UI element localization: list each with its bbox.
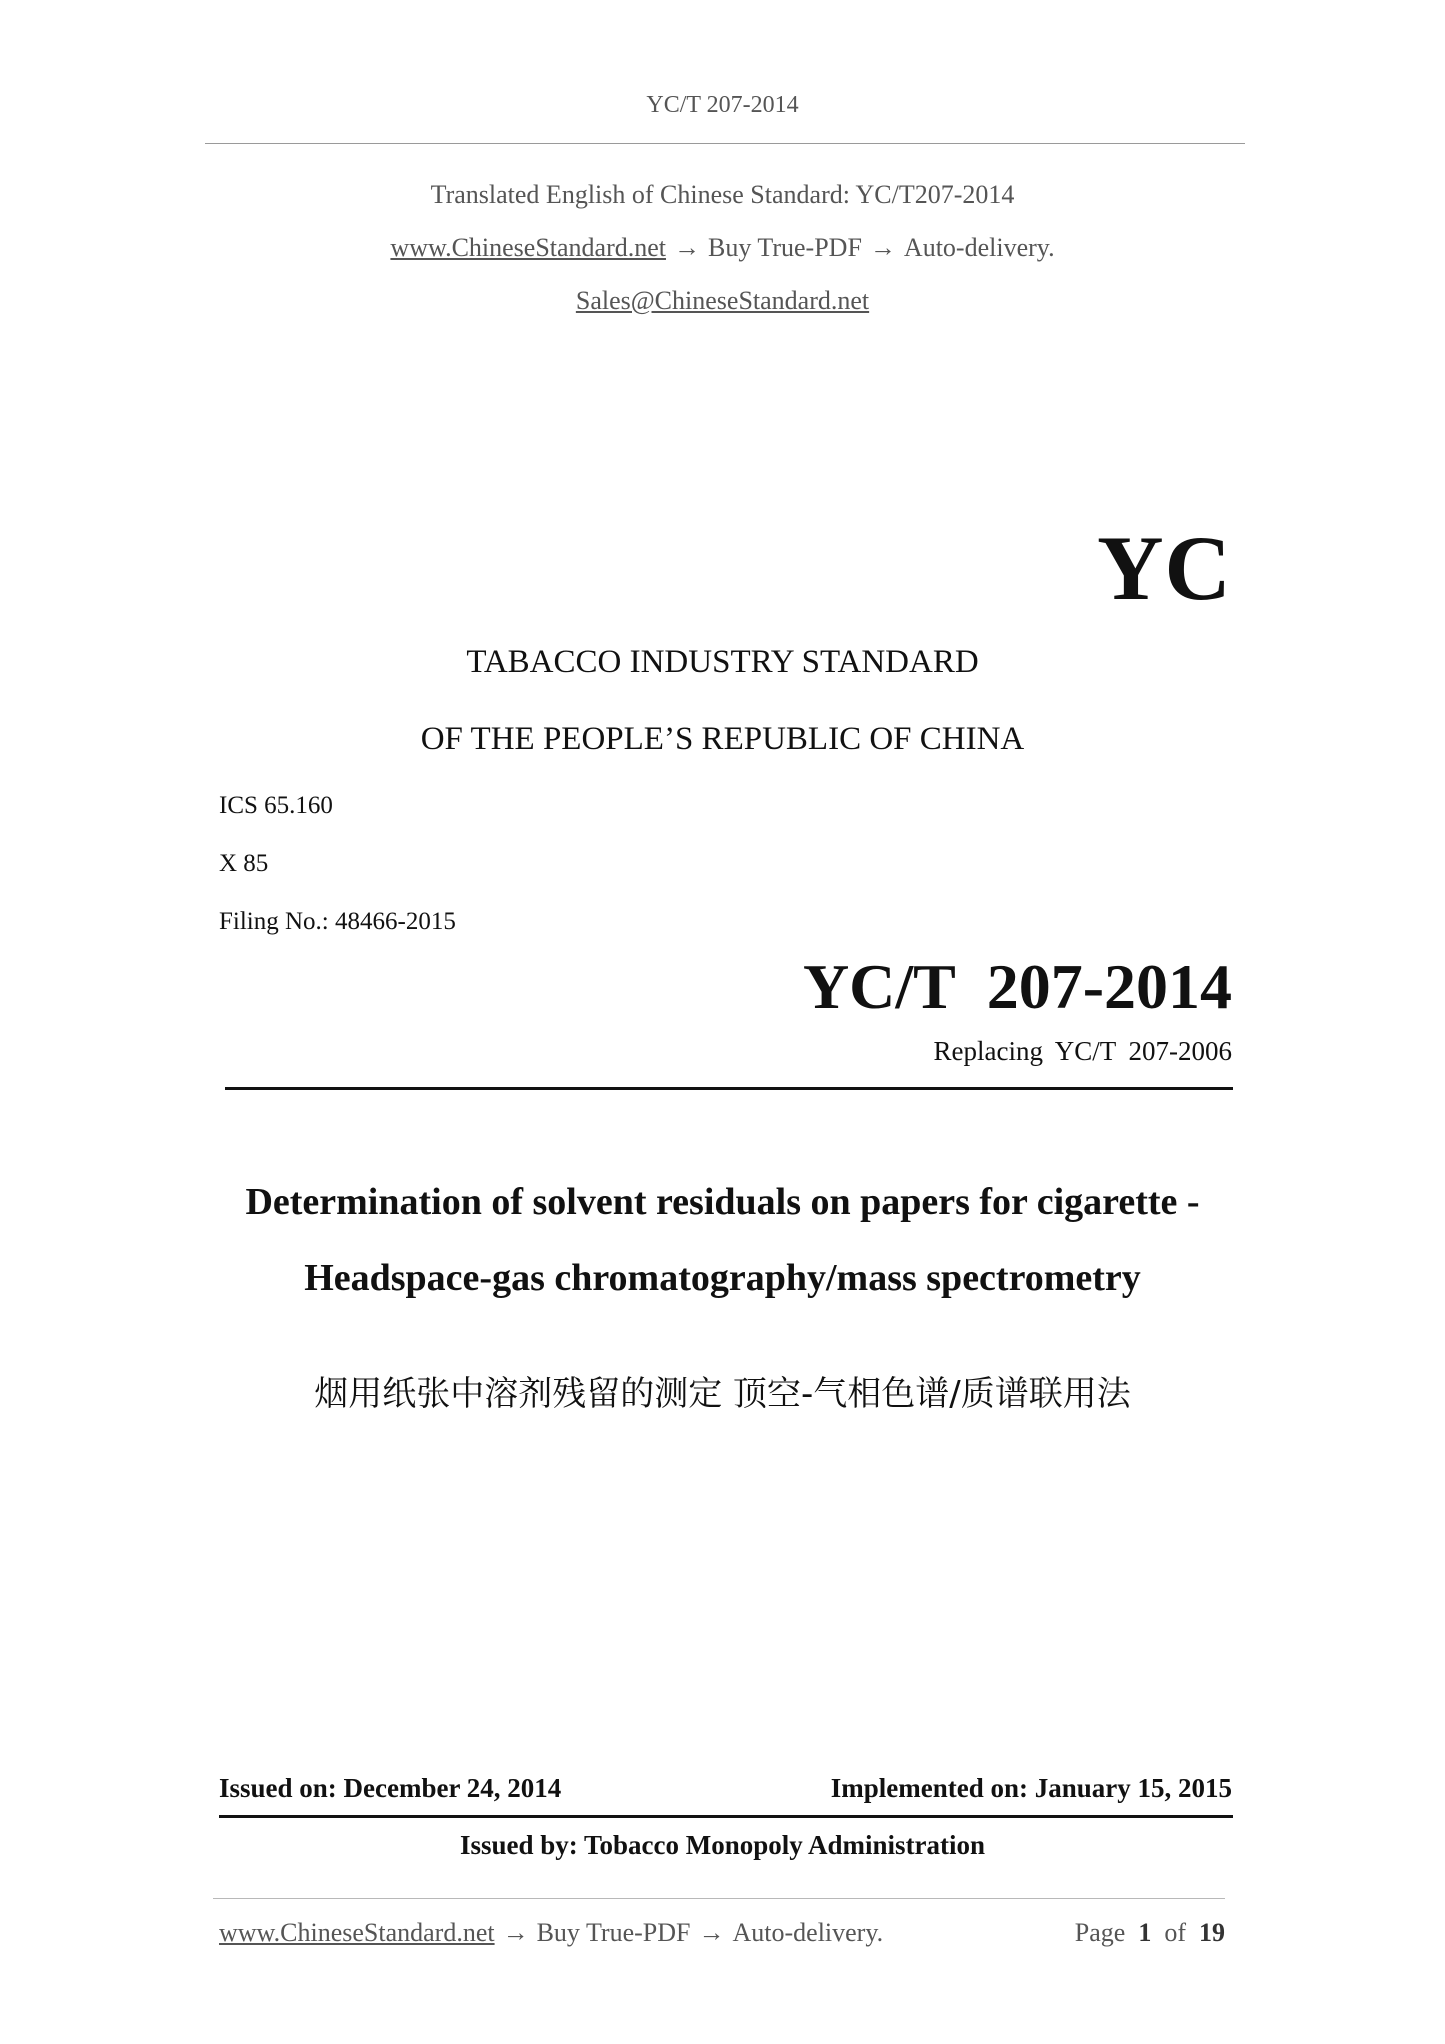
translated-standard-line: Translated English of Chinese Standard: YC/T207-2014 (430, 180, 1015, 209)
title-english-line2: Headspace-gas chromatography/mass spectrometry (304, 1257, 1141, 1299)
replacing-standard: Replacing YC/T 207-2006 (933, 1036, 1232, 1066)
footer-site-link[interactable]: www.ChineseStandard.net (219, 1918, 495, 1947)
ics-code: ICS 65.160 (219, 792, 333, 819)
buy-true-pdf-text: Buy True-PDF (708, 233, 862, 262)
arrow-right-icon: → (674, 233, 701, 262)
dates-divider (219, 1815, 1233, 1818)
promo-email-line (0, 286, 1445, 316)
issuing-authority: Issued by: Tobacco Monopoly Administration (459, 1830, 986, 1860)
footer-delivery-text: Auto-delivery. (732, 1918, 884, 1947)
header-divider (205, 143, 1245, 144)
arrow-right-icon: → (698, 1918, 725, 1947)
arrow-right-icon: → (869, 233, 896, 262)
sales-email-link[interactable]: Sales@ChineseStandard.net (575, 286, 870, 315)
arrow-right-icon: → (502, 1918, 529, 1947)
site-link[interactable]: www.ChineseStandard.net (390, 233, 667, 262)
page-number (1075, 1918, 1225, 1948)
page-label: Page (1074, 1918, 1126, 1947)
code-divider (225, 1087, 1233, 1090)
footer-divider (213, 1898, 1225, 1899)
running-header-code: YC/T 207-2014 (646, 92, 799, 118)
filing-number: Filing No.: 48466-2015 (219, 908, 456, 935)
page-total: 19 (1199, 1918, 1225, 1947)
standard-logo-yc: YC (1097, 517, 1232, 619)
auto-delivery-text: Auto-delivery. (903, 233, 1055, 262)
standard-code: YC/T 207-2014 (802, 951, 1232, 1022)
page-current: 1 (1138, 1918, 1152, 1947)
promo-buy-line (0, 233, 1445, 263)
footer-buy-text: Buy True-PDF (536, 1918, 691, 1947)
title-chinese: 烟用纸张中溶剂残留的测定 顶空-气相色谱/质谱联用法 (314, 1374, 1131, 1414)
ccs-code: X 85 (219, 850, 269, 877)
implemented-on-date: Implemented on: January 15, 2015 (830, 1773, 1232, 1803)
page-of-label: of (1164, 1918, 1186, 1947)
issued-on-date: Issued on: December 24, 2014 (219, 1773, 562, 1803)
title-english-line1: Determination of solvent residuals on papers for cigarette - (245, 1181, 1200, 1223)
standard-name-line1: TABACCO INDUSTRY STANDARD (466, 644, 979, 680)
standard-name-line2: OF THE PEOPLE’S REPUBLIC OF CHINA (420, 721, 1025, 757)
footer-promo (219, 1918, 883, 1948)
